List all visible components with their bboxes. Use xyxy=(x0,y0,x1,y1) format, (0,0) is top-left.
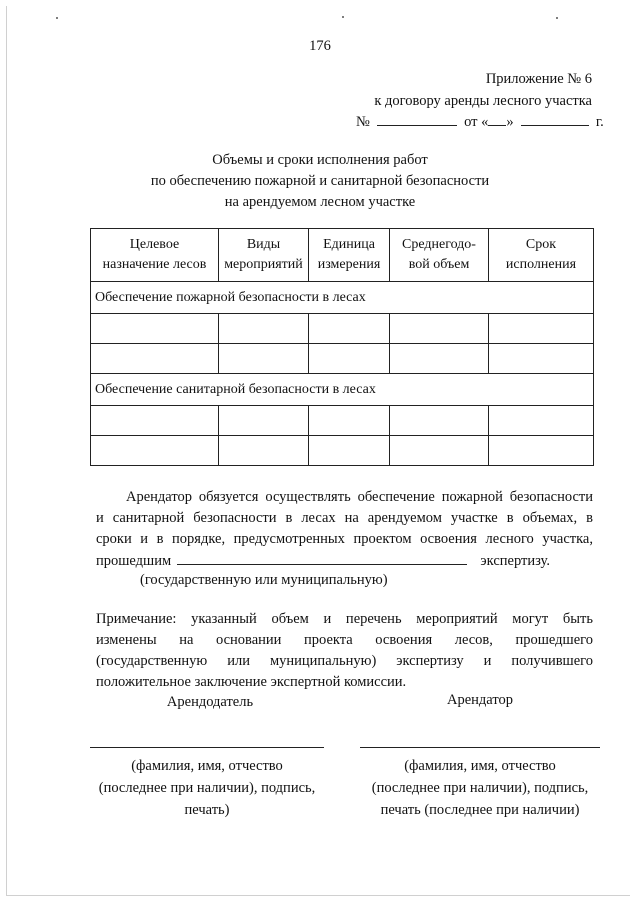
appendix-title: Приложение № 6 xyxy=(485,71,592,87)
scan-speck xyxy=(342,16,344,18)
table-row xyxy=(91,436,594,466)
tenant-caption-2: (последнее при наличии), подпись, xyxy=(371,780,589,796)
table-cell[interactable] xyxy=(489,314,594,344)
table-row xyxy=(91,344,594,374)
obligation-line-3: сроки и в порядке, предусмотренных проектом освоения лесного участка, xyxy=(96,531,593,547)
expertise-hint: (государственную или муниципальную) xyxy=(140,572,388,588)
number-blank xyxy=(377,111,457,126)
table-row xyxy=(91,406,594,436)
from-text: от « xyxy=(464,114,489,130)
table-cell[interactable] xyxy=(309,344,390,374)
table-cell[interactable] xyxy=(390,406,489,436)
passed-label: прошедшим xyxy=(96,553,172,569)
obligation-line-1: Арендатор обязуется осуществлять обеспечение пожарной безопасности xyxy=(126,489,593,505)
heading-line-3: на арендуемом лесном участке xyxy=(224,194,416,210)
table-cell[interactable] xyxy=(219,344,309,374)
table-cell[interactable] xyxy=(309,314,390,344)
column-header-purpose: Целевое назначение лесов xyxy=(91,229,219,282)
contract-number-line xyxy=(356,111,604,133)
table-row xyxy=(91,314,594,344)
table-cell[interactable] xyxy=(91,344,219,374)
column-header-volume: Среднегодо- вой объем xyxy=(390,229,489,282)
expertise-type-blank[interactable] xyxy=(177,550,467,565)
year-suffix: г. xyxy=(595,114,604,130)
table-cell[interactable] xyxy=(390,314,489,344)
landlord-caption-2: (последнее при наличии), подпись, xyxy=(98,780,316,796)
table-cell[interactable] xyxy=(219,436,309,466)
table-cell[interactable] xyxy=(489,436,594,466)
table-header-row xyxy=(91,229,594,282)
note-line-2: изменены на основании проекта освоения лесов, прошедшего xyxy=(96,632,593,648)
section-fire-safety: Обеспечение пожарной безопасности в лесах xyxy=(91,282,594,314)
note-line-3: (государственную или муниципальную) экспертизу и получившего xyxy=(96,653,593,669)
appendix-subtitle: к договору аренды лесного участка xyxy=(374,93,592,109)
heading-line-1: Объемы и сроки исполнения работ xyxy=(212,152,428,168)
column-header-term: Срок исполнения xyxy=(489,229,594,282)
landlord-title: Арендодатель xyxy=(166,694,254,710)
number-prefix: № xyxy=(356,114,370,130)
volumes-table xyxy=(90,228,594,466)
note-paragraph xyxy=(96,609,593,693)
quote-close: » xyxy=(506,114,514,130)
table-section-row xyxy=(91,374,594,406)
day-blank xyxy=(488,111,506,126)
month-blank xyxy=(521,111,589,126)
obligation-line-4 xyxy=(96,550,593,572)
tenant-caption-3: печать (последнее при наличии) xyxy=(380,802,580,818)
table-cell[interactable] xyxy=(489,406,594,436)
column-header-unit: Единица измерения xyxy=(309,229,390,282)
scan-speck xyxy=(556,17,558,19)
heading-line-2: по обеспечению пожарной и санитарной безопасности xyxy=(150,173,490,189)
table-cell[interactable] xyxy=(309,406,390,436)
landlord-signature-line[interactable] xyxy=(90,747,324,748)
table-cell[interactable] xyxy=(309,436,390,466)
section-sanitary-safety: Обеспечение санитарной безопасности в лесах xyxy=(91,374,594,406)
table-cell[interactable] xyxy=(219,314,309,344)
scan-speck xyxy=(56,17,58,19)
table-cell[interactable] xyxy=(91,436,219,466)
table-cell[interactable] xyxy=(390,344,489,374)
tenant-title: Арендатор xyxy=(446,692,513,708)
tenant-caption-1: (фамилия, имя, отчество xyxy=(404,758,556,774)
table-section-row xyxy=(91,282,594,314)
table-cell[interactable] xyxy=(91,406,219,436)
landlord-caption-1: (фамилия, имя, отчество xyxy=(131,758,283,774)
table-cell[interactable] xyxy=(91,314,219,344)
column-header-activities: Виды мероприятий xyxy=(219,229,309,282)
landlord-caption-3: печать) xyxy=(184,802,230,818)
table-cell[interactable] xyxy=(390,436,489,466)
tenant-signature-line[interactable] xyxy=(360,747,600,748)
expertise-label: экспертизу. xyxy=(480,553,550,569)
note-line-4: положительное заключение экспертной комиссии. xyxy=(96,674,407,690)
page-number: 176 xyxy=(309,38,331,54)
note-line-1: Примечание: указанный объем и перечень мероприятий могут быть xyxy=(96,611,593,627)
obligation-line-2: и санитарной безопасности в лесах на арендуемом участке в объемах, в xyxy=(96,510,593,526)
obligation-paragraph xyxy=(96,487,593,572)
table-cell[interactable] xyxy=(489,344,594,374)
table-cell[interactable] xyxy=(219,406,309,436)
